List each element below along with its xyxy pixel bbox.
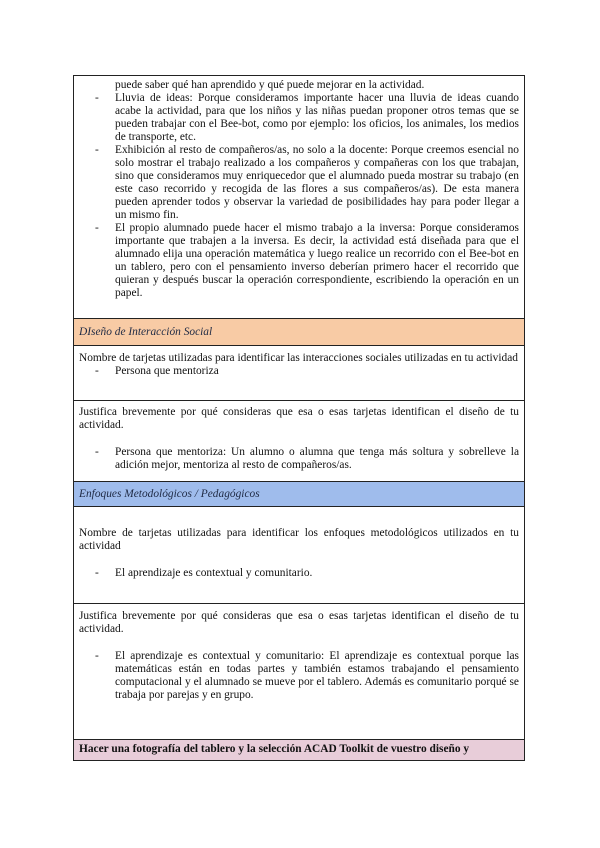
list-item-continuation: puede saber qué han aprendido y qué puede mejorar en la actividad.	[115, 79, 425, 91]
list-item: - Persona que mentoriza: Un alumno o alumna que tenga más soltura y sobrelleve la adición mejor, mentoriza al resto de compañeros/as.	[79, 446, 519, 472]
photo-header	[74, 740, 524, 760]
cards-prompt: Nombre de tarjetas utilizadas para identificar los enfoques metodológicos utilizados en tu actividad	[79, 527, 519, 552]
list-item: - Lluvia de ideas: Porque consideramos importante hacer una lluvia de ideas cuando acabe la actividad, para que los niños y las niñas puedan proponer otros temas que se pueden trabajar con el Bee-bot, como por ejemplo: los oficios, los animales, los medios de transporte, etc.	[79, 92, 519, 144]
social-interaction-header	[74, 319, 524, 346]
methodology-cards-cell	[74, 507, 524, 604]
activity-design-table	[73, 75, 525, 761]
list-item: - El propio alumnado puede hacer el mismo trabajo a la inversa: Porque consideramos importante que trabajen a la inversa. Es decir, la actividad está diseñada para que el alumnado elija una operación matemática y luego realice un recorrido con el Bee-bot en un tablero, pero con el pensamiento inverso deberían primero hacer el recorrido que quieran y después buscar la operación correspondiente, escribiendo la operación en un papel.	[79, 222, 519, 300]
continuation-cell	[74, 76, 524, 319]
justify-prompt: Justifica brevemente por qué consideras que esa o esas tarjetas identifican el diseño de tu actividad.	[79, 610, 519, 635]
list-item: - Exhibición al resto de compañeros/as, no solo a la docente: Porque creemos esencial no solo mostrar el trabajo realizado a los compañeros y compañeras con los que trabajan, sino que consideramos muy enriquecedor que el alumnado pueda mostrar su trabajo (en este caso recorrido y recogida de las flores a sus compañeros/as). De esta manera pueden aprender todos y observar la variedad de posibilidades hay para poder llegar a un mismo fin.	[79, 144, 519, 222]
section-title: DIseño de Interacción Social	[79, 326, 213, 338]
list-item: - El aprendizaje es contextual y comunitario.	[79, 567, 519, 580]
social-justify-cell	[74, 401, 524, 482]
social-cards-cell	[74, 346, 524, 401]
list-item: - El aprendizaje es contextual y comunitario: El aprendizaje es contextual porque las matemáticas están en todas partes y también estamos trabajando el pensamiento computacional y el alumnado se mueve por el tablero. Además es comunitario porqué se trabaja por parejas y en grupo.	[79, 650, 519, 702]
justify-prompt: Justifica brevemente por qué consideras que esa o esas tarjetas identifican el diseño de tu actividad.	[79, 406, 519, 431]
section-title: Enfoques Metodológicos / Pedagógicos	[79, 488, 260, 500]
cards-prompt: Nombre de tarjetas utilizadas para identificar las interacciones sociales utilizadas en tu actividad	[79, 352, 518, 364]
list-item: - Persona que mentoriza	[79, 365, 519, 378]
methodology-justify-cell	[74, 604, 524, 740]
section-title: Hacer una fotografía del tablero y la selección ACAD Toolkit de vuestro diseño y	[79, 743, 470, 755]
methodology-header	[74, 482, 524, 507]
